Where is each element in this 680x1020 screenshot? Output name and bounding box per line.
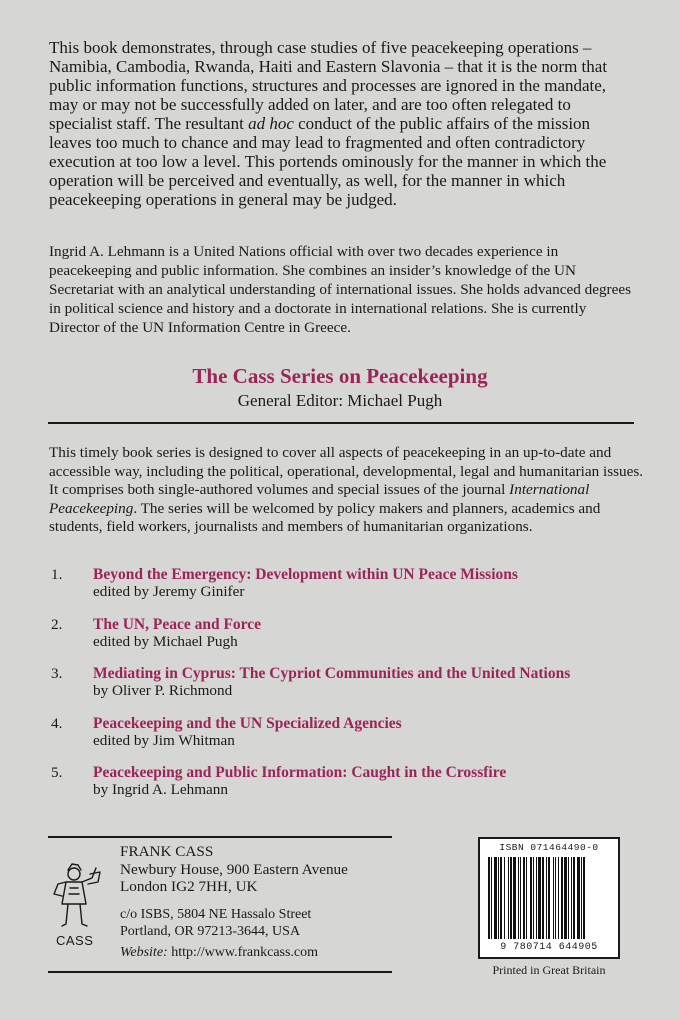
series-desc-a: This timely book series is designed to cover all aspects of peacekeeping in an up-to-date and accessible way, including the political, operational, developmental, legal and humanitarian issues. It comprises both single-authored volumes and special issues of the journal: [49, 444, 644, 498]
blurb-text-a: This book demonstrates, through case studies of five peacekeeping operations – Namibia, Cambodia, Rwanda, Haiti and Eastern Slavonia – that it is the norm that public information functions, structures and processes are ignored in the mandate, may or may not be successfully added on later, and are too often relegated to specialist staff. The resultant: [49, 38, 608, 133]
journal-title: International Peacekeeping: [49, 481, 590, 517]
list-item: [49, 715, 629, 749]
isbn-number: ISBN 071464490-0: [499, 842, 599, 853]
list-item: [49, 764, 629, 798]
book-number: 2.: [51, 615, 63, 633]
book-number: 1.: [51, 566, 63, 583]
printed-in: Printed in Great Britain: [492, 963, 606, 977]
divider-top: [48, 422, 634, 424]
book-author: edited by Michael Pugh: [93, 632, 238, 650]
book-title: Beyond the Emergency: Development within UN Peace Missions: [93, 566, 518, 583]
address-line: Portland, OR 97213-3644, USA: [120, 923, 301, 939]
address-line: c/o ISBS, 5804 NE Hassalo Street: [120, 907, 312, 922]
series-editor: General Editor: Michael Pugh: [237, 391, 443, 410]
series-description: [49, 444, 649, 537]
address-line: London IG2 7HH, UK: [120, 878, 258, 895]
series-book-list: [49, 566, 629, 814]
book-number: 5.: [51, 764, 63, 781]
address-line: Newbury House, 900 Eastern Avenue: [120, 860, 348, 878]
publisher-website: [120, 945, 318, 961]
blurb-text-b: conduct of the public affairs of the mission leaves too much to chance and may lead to fragmented and often contradictory execution at too low a level. This portends ominously for the manner in which the operation will be perceived and eventually, as well, for the manner in which peacekeeping operations in general may be judged.: [49, 114, 607, 209]
list-item: [49, 566, 629, 600]
author-bio: Ingrid A. Lehmann is a United Nations official with over two decades experience in peacekeeping and public information. She combines an insider’s knowledge of the UN Secretariat with an analytical understanding of international issues. She holds advanced degrees in political science and history and a doctorate in international relations. She is currently Director of the UN Information Centre in Greece.: [49, 243, 631, 336]
publisher-address: [120, 843, 348, 896]
us-distributor-address: [120, 907, 311, 940]
book-blurb: [49, 38, 629, 209]
book-number: 3.: [51, 665, 63, 682]
book-author: edited by Jeremy Ginifer: [93, 583, 245, 600]
series-desc-b: . The series will be welcomed by policy makers and planners, academics and students, field workers, journalists and members of humanitarian organizations.: [49, 499, 601, 535]
book-title: Mediating in Cyprus: The Cypriot Communities and the United Nations: [93, 665, 571, 682]
book-author: edited by Jim Whitman: [93, 731, 235, 749]
list-item: [49, 665, 629, 699]
website-url: http://www.frankcass.com: [171, 945, 319, 960]
list-item: [49, 616, 629, 650]
divider-publisher-bottom: [48, 971, 392, 973]
barcode-bars-icon: [488, 857, 612, 939]
book-number: 4.: [51, 714, 63, 732]
series-title: The Cass Series on Peacekeeping: [192, 364, 488, 388]
logo-wordmark: CASS: [56, 933, 94, 948]
website-label: Website:: [120, 945, 168, 960]
book-author: by Ingrid A. Lehmann: [93, 781, 228, 798]
book-author: by Oliver P. Richmond: [93, 682, 233, 699]
book-title: Peacekeeping and Public Information: Caught in the Crossfire: [93, 764, 507, 781]
blurb-italic: ad hoc: [248, 114, 294, 133]
book-title: The UN, Peace and Force: [93, 615, 262, 633]
publisher-name: FRANK CASS: [120, 843, 214, 860]
ean-number: 9 780714 644905: [500, 942, 598, 953]
book-title: Peacekeeping and the UN Specialized Agencies: [93, 714, 402, 732]
isbn-barcode: [478, 837, 620, 959]
divider-publisher-top: [48, 836, 392, 838]
